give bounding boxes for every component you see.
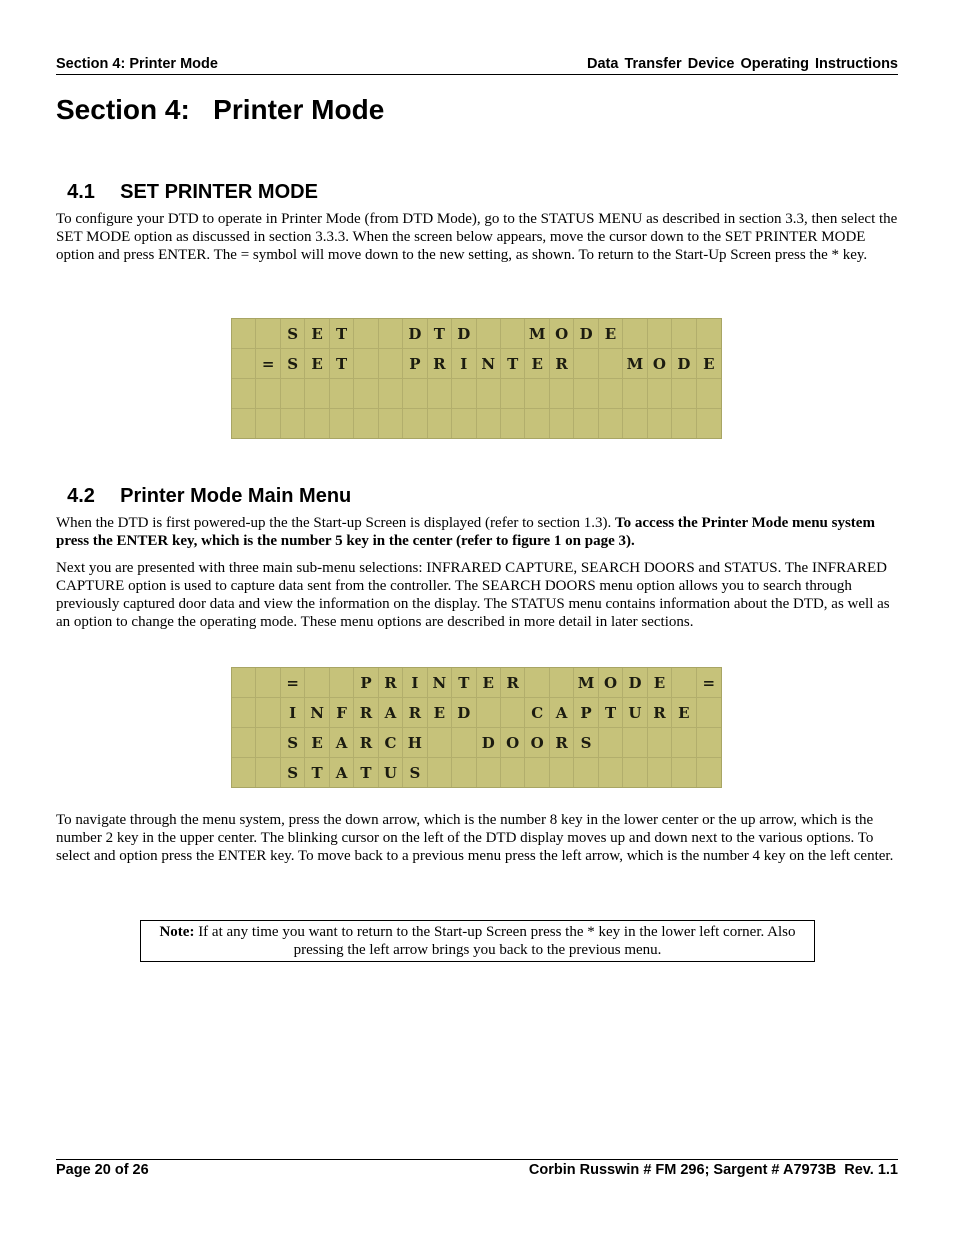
header-document-title: Data Transfer Device Operating Instructions xyxy=(587,56,898,72)
lcd-cell xyxy=(428,728,452,757)
lcd-cell xyxy=(305,409,329,438)
lcd-cell: D xyxy=(452,319,476,348)
paragraph-main-menu-intro xyxy=(56,514,902,550)
lcd-row xyxy=(232,348,721,378)
lcd-display-set-mode xyxy=(231,318,722,439)
lcd-cell xyxy=(599,728,623,757)
lcd-cell xyxy=(477,379,501,408)
lcd-cell xyxy=(330,409,354,438)
lcd-cell xyxy=(623,319,647,348)
lcd-cell xyxy=(501,698,525,727)
lcd-cell: M xyxy=(574,668,598,697)
lcd-cell: R xyxy=(550,728,574,757)
lcd-cell: R xyxy=(354,728,378,757)
lcd-cell xyxy=(525,409,549,438)
lcd-cell: P xyxy=(574,698,598,727)
page-footer xyxy=(56,1159,898,1178)
lcd-row xyxy=(232,668,721,697)
lcd-cell: A xyxy=(550,698,574,727)
lcd-row xyxy=(232,319,721,348)
note-box xyxy=(140,920,815,962)
lcd-cell xyxy=(672,668,696,697)
lcd-cell xyxy=(501,758,525,787)
lcd-cell: T xyxy=(501,349,525,378)
lcd-cell xyxy=(354,409,378,438)
lcd-cell xyxy=(672,319,696,348)
lcd-cell: T xyxy=(305,758,329,787)
lcd-cell: S xyxy=(281,728,305,757)
lcd-cell: S xyxy=(281,349,305,378)
lcd-cell: S xyxy=(403,758,427,787)
lcd-cell: N xyxy=(305,698,329,727)
lcd-cell: R xyxy=(428,349,452,378)
lcd-cell xyxy=(330,668,354,697)
lcd-cell xyxy=(648,758,672,787)
lcd-row xyxy=(232,697,721,727)
lcd-cell: D xyxy=(672,349,696,378)
lcd-cell xyxy=(599,379,623,408)
lcd-cell xyxy=(232,379,256,408)
lcd-cell xyxy=(672,728,696,757)
lcd-cell xyxy=(232,668,256,697)
lcd-cell xyxy=(452,379,476,408)
lcd-cell xyxy=(550,758,574,787)
heading-4-1 xyxy=(56,158,318,204)
lcd-cell: E xyxy=(599,319,623,348)
lcd-cell: S xyxy=(281,319,305,348)
lcd-cell: D xyxy=(477,728,501,757)
lcd-cell xyxy=(697,409,721,438)
lcd-cell xyxy=(697,728,721,757)
lcd-cell xyxy=(501,409,525,438)
lcd-cell xyxy=(574,379,598,408)
lcd-cell xyxy=(697,698,721,727)
lcd-cell xyxy=(501,319,525,348)
lcd-cell xyxy=(256,409,280,438)
footer-page-number: Page 20 of 26 xyxy=(56,1162,149,1178)
lcd-cell xyxy=(256,319,280,348)
lcd-cell: D xyxy=(452,698,476,727)
lcd-cell: H xyxy=(403,728,427,757)
lcd-cell xyxy=(256,698,280,727)
lcd-cell xyxy=(477,698,501,727)
lcd-cell: M xyxy=(525,319,549,348)
lcd-cell xyxy=(574,409,598,438)
lcd-cell xyxy=(379,409,403,438)
lcd-cell: I xyxy=(452,349,476,378)
intro-bold-instruction: To access the Printer Mode menu system press the ENTER key, which is the number 5 key in the center (refer to figure 1 on page 3). xyxy=(56,515,875,549)
lcd-cell xyxy=(452,758,476,787)
lcd-cell xyxy=(574,758,598,787)
lcd-cell xyxy=(477,758,501,787)
lcd-cell xyxy=(550,379,574,408)
lcd-cell xyxy=(525,668,549,697)
lcd-cell: U xyxy=(379,758,403,787)
lcd-cell: U xyxy=(623,698,647,727)
lcd-row xyxy=(232,727,721,757)
lcd-cell: = xyxy=(281,668,305,697)
lcd-cell: R xyxy=(354,698,378,727)
lcd-cell xyxy=(672,758,696,787)
lcd-cell: A xyxy=(330,758,354,787)
lcd-cell: R xyxy=(550,349,574,378)
lcd-cell xyxy=(599,409,623,438)
lcd-cell: E xyxy=(305,349,329,378)
note-text: If at any time you want to return to the Start-up Screen press the * key in the lower left corner. Also pressing the left arrow brings you back to the previous menu. xyxy=(194,924,796,958)
section-title: Section 4: Printer Mode xyxy=(56,94,385,125)
lcd-cell: O xyxy=(648,349,672,378)
lcd-cell xyxy=(697,379,721,408)
lcd-cell: = xyxy=(256,349,280,378)
lcd-cell: N xyxy=(428,668,452,697)
lcd-cell: D xyxy=(403,319,427,348)
lcd-cell: O xyxy=(501,728,525,757)
lcd-cell: T xyxy=(330,319,354,348)
lcd-cell: A xyxy=(330,728,354,757)
lcd-cell xyxy=(477,409,501,438)
lcd-cell xyxy=(623,379,647,408)
lcd-cell xyxy=(354,379,378,408)
lcd-cell: E xyxy=(703,354,715,373)
lcd-cell xyxy=(501,379,525,408)
lcd-cell: R xyxy=(501,668,525,697)
lcd-cell xyxy=(525,758,549,787)
lcd-cell: S xyxy=(574,728,598,757)
lcd-cell: P xyxy=(403,349,427,378)
lcd-cell: R xyxy=(648,698,672,727)
lcd-cell xyxy=(256,668,280,697)
lcd-cell: T xyxy=(452,668,476,697)
lcd-cell xyxy=(232,319,256,348)
paragraph-navigation: To navigate through the menu system, press the down arrow, which is the number 8 key in the lower center or the up arrow, which is the number 2 key in the upper center. The blinking cursor on the left of the DTD display moves up and down next to the various options. To select and option press the ENTER key. To move back to a previous menu press the left arrow, which is the number 4 key on the left center. xyxy=(56,812,894,864)
note-label: Note: xyxy=(159,924,195,940)
lcd-cell xyxy=(428,379,452,408)
lcd-cell xyxy=(477,319,501,348)
lcd-cell: T xyxy=(330,349,354,378)
lcd-cell: D xyxy=(574,319,598,348)
lcd-cell xyxy=(281,379,305,408)
lcd-cell: T xyxy=(599,698,623,727)
lcd-cell xyxy=(452,409,476,438)
lcd-cell xyxy=(354,349,378,378)
lcd-cell: R xyxy=(379,668,403,697)
lcd-cell xyxy=(305,379,329,408)
heading-text: Printer Mode Main Menu xyxy=(120,485,352,507)
lcd-cell: R xyxy=(403,698,427,727)
heading-number: 4.1 xyxy=(67,181,95,203)
heading-4-2 xyxy=(56,462,351,508)
lcd-cell xyxy=(623,728,647,757)
lcd-cell xyxy=(428,758,452,787)
lcd-cell: T xyxy=(428,319,452,348)
lcd-cell xyxy=(305,668,329,697)
lcd-cell: P xyxy=(354,668,378,697)
lcd-cell xyxy=(672,409,696,438)
lcd-cell: I xyxy=(403,668,427,697)
lcd-row xyxy=(232,378,721,408)
lcd-cell: E xyxy=(525,349,549,378)
lcd-cell: S xyxy=(281,758,305,787)
lcd-cell xyxy=(599,758,623,787)
lcd-cell xyxy=(525,379,549,408)
lcd-cell xyxy=(232,728,256,757)
lcd-cell xyxy=(623,758,647,787)
lcd-cell xyxy=(550,668,574,697)
lcd-cell xyxy=(330,379,354,408)
paragraph-submenu-selections: Next you are presented with three main sub-menu selections: INFRARED CAPTURE, SEARCH DOORS and STATUS. The INFRARED CAPTURE option is used to capture data sent from the controller. The SEARCH DOORS menu option allows you to search through previously captured door data and view the information on the display. The STATUS menu contains information about the DTD, as well as an option to change the operating mode. These menu options are described in more detail in later sections. xyxy=(56,560,890,630)
lcd-cell: E xyxy=(305,319,329,348)
lcd-cell xyxy=(232,409,256,438)
lcd-cell xyxy=(256,758,280,787)
lcd-cell xyxy=(574,349,598,378)
lcd-cell: = xyxy=(702,673,716,692)
lcd-cell: C xyxy=(525,698,549,727)
lcd-cell: E xyxy=(305,728,329,757)
lcd-cell xyxy=(648,409,672,438)
lcd-cell xyxy=(281,409,305,438)
intro-text: When the DTD is first powered-up the the Start-up Screen is displayed (refer to section 1.3). xyxy=(56,515,615,531)
lcd-row xyxy=(232,408,721,438)
paragraph-set-printer-mode: To configure your DTD to operate in Printer Mode (from DTD Mode), go to the STATUS MENU as described in section 3.3, then select the SET MODE option as discussed in section 3.3.3. When the screen below appears, move the cursor down to the SET PRINTER MODE option and press ENTER. The = symbol will move down to the new setting, as shown. To return to the Start-Up Screen press the * key. xyxy=(56,211,898,263)
lcd-cell: O xyxy=(550,319,574,348)
lcd-cell xyxy=(672,379,696,408)
lcd-cell: D xyxy=(623,668,647,697)
lcd-display-printer-menu xyxy=(231,667,722,788)
lcd-cell xyxy=(550,409,574,438)
lcd-cell xyxy=(648,728,672,757)
lcd-cell: I xyxy=(281,698,305,727)
lcd-cell xyxy=(379,349,403,378)
heading-number: 4.2 xyxy=(67,485,95,507)
lcd-cell xyxy=(697,758,721,787)
lcd-cell: N xyxy=(477,349,501,378)
lcd-cell xyxy=(697,319,721,348)
lcd-cell: E xyxy=(648,668,672,697)
lcd-cell: M xyxy=(623,349,647,378)
lcd-cell xyxy=(256,379,280,408)
lcd-cell xyxy=(379,379,403,408)
lcd-cell xyxy=(354,319,378,348)
lcd-cell: T xyxy=(354,758,378,787)
lcd-cell: A xyxy=(379,698,403,727)
lcd-cell xyxy=(403,409,427,438)
lcd-cell: O xyxy=(525,728,549,757)
lcd-cell xyxy=(403,379,427,408)
lcd-cell xyxy=(428,409,452,438)
lcd-cell xyxy=(452,728,476,757)
header-section-label: Section 4: Printer Mode xyxy=(56,56,218,72)
lcd-cell xyxy=(599,349,623,378)
heading-text: SET PRINTER MODE xyxy=(120,181,318,203)
lcd-row xyxy=(232,757,721,787)
lcd-cell: E xyxy=(428,698,452,727)
lcd-cell: E xyxy=(477,668,501,697)
lcd-cell xyxy=(232,349,256,378)
page-header xyxy=(56,56,898,75)
lcd-cell: C xyxy=(379,728,403,757)
lcd-cell xyxy=(648,319,672,348)
lcd-cell: E xyxy=(672,698,696,727)
lcd-cell xyxy=(379,319,403,348)
lcd-cell xyxy=(232,698,256,727)
lcd-cell xyxy=(648,379,672,408)
lcd-cell xyxy=(232,758,256,787)
lcd-cell: O xyxy=(599,668,623,697)
lcd-cell xyxy=(623,409,647,438)
lcd-cell: F xyxy=(330,698,354,727)
lcd-cell xyxy=(256,728,280,757)
footer-document-id: Corbin Russwin # FM 296; Sargent # A7973B Rev. 1.1 xyxy=(528,1162,898,1178)
